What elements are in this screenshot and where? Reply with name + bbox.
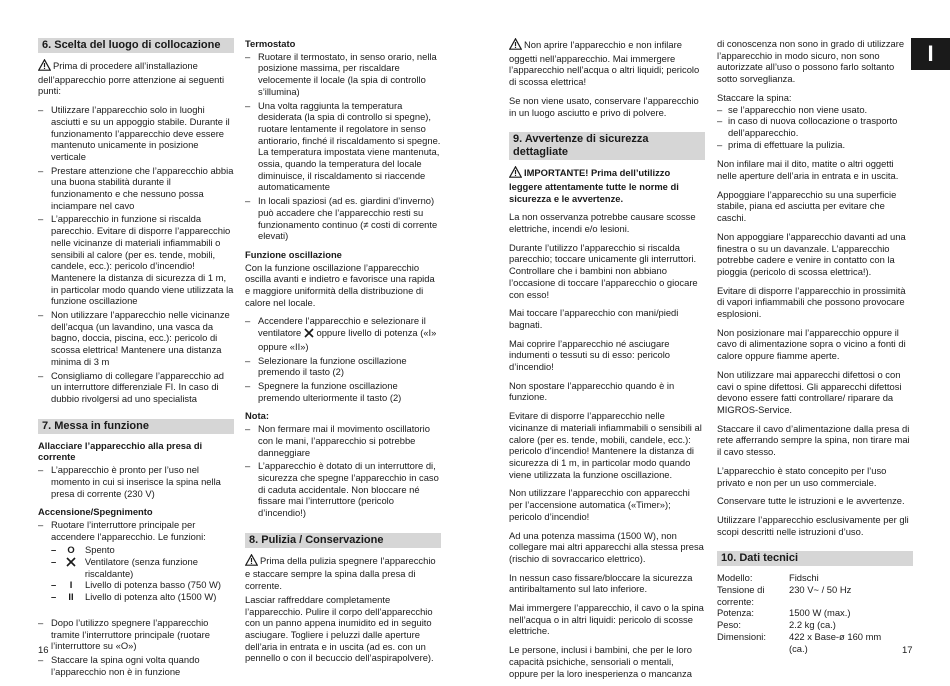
safety-paragraph: Non appoggiare l’apparecchio davanti ad una finestra o su un davanzale. L’apparecchio potrebbe cadere e venire in contatto con la pioggia (pericolo di scossa elettrica!). — [717, 230, 906, 277]
thermostat-list — [245, 51, 441, 242]
tech-key: Modello: — [717, 572, 753, 584]
tech-key: Dimensioni: — [717, 630, 766, 642]
warning-icon — [509, 166, 522, 181]
safety-paragraph: Conservare tutte le istruzioni e le avvertenze. — [717, 495, 905, 507]
list-item: – Selezionare la funzione oscillazione premendo il tasto (2) — [245, 355, 441, 378]
warning-icon — [509, 38, 522, 53]
list-item: – L’apparecchio è pronto per l’uso nel momento in cui si inserisce la spina nella presa di corrente (230 V) — [38, 464, 234, 499]
list-item: – L’apparecchio è dotato di un interruttore di, sicurezza che spegne l’apparecchio in caso di caduta accidentale. Non bloccare né fissare mai l’interruttore (pericolo d’incendio!) — [245, 460, 441, 519]
safety-paragraph: Mai coprire l’apparecchio né asciugare indumenti o tessuti su di esso: pericolo d’incendio! — [509, 337, 671, 373]
switch-row: – Ventilatore (senza funzione riscaldante) — [51, 556, 198, 579]
safety-paragraph: di conoscenza non sono in grado di utilizzare l’apparecchio in modo sicuro, non sono autorizzate all’uso o possono farlo soltanto sotto sorveglianza. — [717, 38, 905, 85]
list-item: – Accendere l’apparecchio e selezionare il ventilatore oppure livello di potenza («I» oppure «II») — [245, 315, 441, 352]
list-item: – Dopo l’utilizzo spegnere l’apparecchio tramite l’interruttore principale (ruotare l’interruttore su «O») — [38, 617, 234, 652]
section-6-intro: Prima di procedere all’installazione dell’apparecchio porre attenzione ai seguenti punti: — [38, 60, 225, 97]
safety-paragraph: Ad una potenza massima (1500 W), non collegare mai altri apparecchi alla stessa presa (rischio di sovraccarico elettrico). — [509, 529, 704, 564]
column-2 — [245, 38, 441, 671]
section-6-title: 6. Scelta del luogo di collocazione — [38, 38, 234, 53]
list-item: – se l’apparecchio non viene usato. — [717, 104, 913, 116]
oscillation-intro: Con la funzione oscillazione l’apparecchio oscilla avanti e indietro e favorisce una rapida e maggiore uniformità della distribuzione di calore nel locale. — [245, 261, 435, 308]
section-10-title: 10. Dati tecnici — [717, 551, 913, 566]
tech-key: Tensione di corrente: — [717, 584, 765, 607]
tech-value: 230 V~ / 50 Hz — [789, 584, 852, 596]
tech-value: 2.2 kg (ca.) — [789, 619, 836, 631]
list-item: – In locali spaziosi (ad es. giardini d’inverno) può accadere che l’apparecchio resti su funzionamento continuo (≠ costi di corrente elevati) — [245, 195, 441, 242]
section-8-title: 8. Pulizia / Conservazione — [245, 533, 441, 548]
list-item: – Una volta raggiunta la temperatura desiderata (la spia di controllo si spegne), ruotare lentamente il regolatore in senso antiorario, finché il riscaldamento si spegne. La temperatura impostata viene mantenuta, ossia, quando la temperatura del locale diminuisce, il riscaldamento si riaccende automaticamente — [245, 100, 441, 194]
unplug-heading: Staccare la spina: — [717, 91, 792, 103]
safety-paragraph: Staccare il cavo d’alimentazione dalla presa di rete afferrando sempre la spina, non tirare mai il cavo stesso. — [717, 422, 910, 458]
safety-paragraph: La non osservanza potrebbe causare scosse elettriche, incendi e/o lesioni. — [509, 211, 696, 235]
list-item: – Ruotare l’interruttore principale per accendere l’apparecchio. Le funzioni: — [38, 519, 234, 542]
safety-paragraph: Mai immergere l’apparecchio, il cavo o la spina nell’acqua o in altri liquidi: pericolo di scosse elettriche. — [509, 602, 704, 637]
list-item: – Prestare attenzione che l’apparecchio abbia una buona stabilità durante il funzionamento e che nessuno possa inciampare nel cavo — [38, 165, 234, 212]
cleaning-body: Lasciar raffreddare completamente l’apparecchio. Pulire il corpo dell’apparecchio con un panno appena inumidito ed in seguito asciugare. Togliere i peluzzi dalle aperture dell’aria in entrata e in uscita (ad es. con un pennello o con il becuccio dell’aspirapolvere). — [245, 593, 434, 664]
list-item: – in caso di nuova collocazione o trasporto dell’apparecchio. — [717, 115, 913, 138]
section-9-title: 9. Avvertenze di sicurezza dettagliate — [509, 132, 705, 160]
safety-paragraph: Non spostare l’apparecchio quando è in funzione. — [509, 379, 675, 403]
safety-paragraph: L’apparecchio è stato concepito per l’uso privato e non per un uso commerciale. — [717, 464, 887, 488]
fan-icon — [66, 557, 76, 570]
section-6-list — [38, 104, 234, 405]
switch-functions — [38, 544, 234, 603]
column-3 — [509, 38, 705, 686]
page-number-left: 16 — [38, 645, 49, 656]
tech-value: 422 x Base-ø 160 mm (ca.) — [789, 630, 882, 654]
safety-paragraph: Non infilare mai il dito, matite o altri oggetti nelle aperture dell’aria in entrata e in uscita. — [717, 158, 899, 182]
onoff-list — [38, 519, 234, 542]
subheading-oscillation: Funzione oscillazione — [245, 248, 342, 260]
subheading-thermostat: Termostato — [245, 38, 296, 49]
plug-list — [38, 464, 234, 499]
subheading-plug: Allacciare l’apparecchio alla presa di corrente — [38, 439, 203, 463]
tech-key: Potenza: — [717, 607, 755, 619]
tech-data-table — [717, 572, 889, 654]
switch-row: – O Spento — [51, 544, 115, 556]
list-item: – Non utilizzare l’apparecchio nelle vicinanze dell’acqua (un lavandino, una vasca da bagno, doccia, piscina, ecc.): pericolo di scossa elettrica! Mantenere una distanza minima di 3 m — [38, 309, 234, 368]
list-item: – prima di effettuare la pulizia. — [717, 139, 913, 151]
safety-paragraph: Durante l’utilizzo l’apparecchio si riscalda parecchio; toccare unicamente gli interruttori. Controllare che i bambini non abbiano l’occasione di toccare l’apparecchio o giocare con esso! — [509, 241, 698, 300]
list-item: – Spegnere la funzione oscillazione premendo ulteriormente il tasto (2) — [245, 380, 441, 403]
list-item: – Non fermare mai il movimento oscillatorio con le mani, l’apparecchio si potrebbe danneggiare — [245, 423, 441, 458]
language-tab: I — [911, 38, 950, 70]
list-item: – L’apparecchio in funzione si riscalda parecchio. Evitare di disporre l’apparecchio nelle vicinanze di materiali infiammabili o sensibili al calore (per es. tende, mobili, candele, ecc.): pericolo d’incendio! Mantenere la distanza di sicurezza di 1 m, in particolar modo quando viene utilizzata la funzione oscillazione — [38, 213, 234, 307]
safety-paragraph: Mai toccare l’apparecchio con mani/piedi bagnati. — [509, 307, 679, 330]
safety-paragraph: Non utilizzare mai apparecchi difettosi o con cavi o spine difettosi. Gli apparecchi difettosi devono essere fatti controllare/ riparare da MIGROS-Service. — [717, 368, 902, 415]
subheading-note: Nota: — [245, 410, 269, 422]
tech-key: Peso: — [717, 619, 741, 631]
switch-row: – II Livello di potenza alto (1500 W) — [51, 591, 217, 603]
unplug-list — [717, 104, 913, 151]
table-row — [717, 607, 889, 619]
storage-note: Se non viene usato, conservare l’apparecchio in un luogo asciutto e privo di polvere. — [509, 94, 699, 118]
table-row — [717, 631, 889, 654]
oscillation-list — [245, 315, 441, 403]
warning-icon — [245, 554, 258, 569]
list-item: – Ruotare il termostato, in senso orario, nella posizione massima, per riscaldare velocemente il locale (la spia di controllo s’illumina) — [245, 51, 441, 98]
column-4 — [717, 38, 913, 654]
list-item: – Staccare la spina ogni volta quando l’apparecchio non è in funzione — [38, 654, 234, 677]
cleaning-warning: Prima della pulizia spegnere l’apparecchio e staccare sempre la spina dalla presa di corrente. — [245, 554, 436, 592]
tech-value: 1500 W (max.) — [789, 607, 851, 619]
warning-icon — [38, 59, 51, 74]
list-item: – Consigliamo di collegare l’apparecchio ad un interruttore differenziale FI. In caso di dubbio rivolgersi ad uno specialista — [38, 370, 234, 405]
fan-icon — [304, 328, 314, 341]
safety-paragraph: Non utilizzare l’apparecchio con apparecchi per l’accensione automatica («Timer»); pericolo d’incendio! — [509, 487, 690, 522]
tech-value: Fidschi — [789, 572, 819, 584]
page-number-right: 17 — [902, 645, 913, 656]
column-1 — [38, 38, 234, 684]
safety-paragraph: Evitare di disporre l’apparecchio in prossimità di vapori infiammabili che possono provocare esplosioni. — [717, 284, 906, 320]
open-warning: Non aprire l’apparecchio e non infilare oggetti nell’apparecchio. Mai immergere l’apparecchio nell’acqua o altri liquidi; pericolo di scossa elettrica! — [509, 39, 700, 88]
safety-paragraph: Evitare di disporre l’apparecchio nelle vicinanze di materiali infiammabili o sensibili al calore (per es. tende, mobili, candele, ecc.): pericolo d’incendio! Mantenere la distanza di sicurezza di 1 m, in particolar modo quando viene utilizzata la funzione oscillazione. — [509, 410, 702, 480]
safety-paragraph: Le persone, inclusi i bambini, che per le loro capacità psichiche, sensoriali o mentali, oppure per la loro inesperienza o mancanza — [509, 644, 692, 679]
safety-paragraph: Non posizionare mai l’apparecchio oppure il cavo di alimentazione sopra o vicino a fonti di calore oppure fiamme aperte. — [717, 326, 906, 362]
subheading-onoff: Accensione/Spegnimento — [38, 506, 153, 518]
table-row — [717, 619, 889, 631]
table-row — [717, 584, 889, 607]
section-7-title: 7. Messa in funzione — [38, 419, 234, 434]
list-item: – Utilizzare l’apparecchio solo in luoghi asciutti e su un appoggio stabile. Durante il funzionamento l’apparecchio deve essere mantenuto unicamente in posizione verticale — [38, 104, 234, 163]
switch-row: – I Livello di potenza basso (750 W) — [51, 579, 222, 591]
table-row — [717, 572, 889, 584]
safety-paragraph: Appoggiare l’apparecchio su una superficie stabile, piana ed asciutta per evitare che caschi. — [717, 188, 897, 224]
important-note: IMPORTANTE! Prima dell’utilizzo leggere attentamente tutte le norme di sicurezza e le avvertenze. — [509, 167, 679, 204]
safety-paragraph: In nessun caso fissare/bloccare la sicurezza antiribaltamento sul lato inferiore. — [509, 571, 693, 595]
after-use-list — [38, 617, 234, 678]
safety-paragraph: Utilizzare l’apparecchio esclusivamente per gli scopi descritti nelle istruzioni d’uso. — [717, 513, 909, 537]
note-list — [245, 423, 441, 519]
